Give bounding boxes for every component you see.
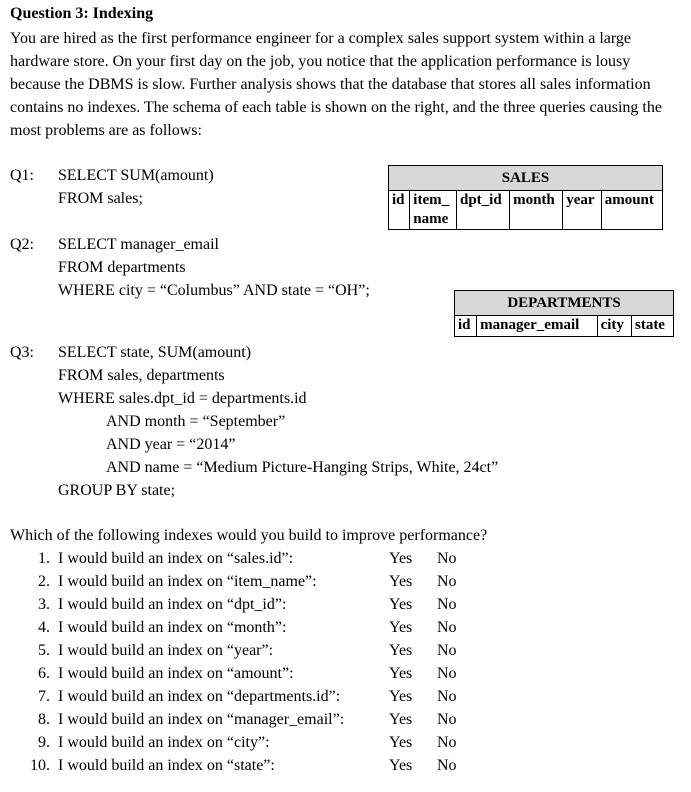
list-item bbox=[22, 685, 482, 708]
yes-option[interactable]: Yes bbox=[389, 550, 413, 567]
yes-option[interactable]: Yes bbox=[389, 619, 413, 636]
no-option[interactable]: No bbox=[437, 688, 457, 705]
option-number: 5. bbox=[38, 642, 50, 659]
dept-col-id: id bbox=[455, 316, 477, 337]
q3-indented-line: AND month = “September” bbox=[106, 413, 286, 430]
question-prompt: Which of the following indexes would you build to improve performance? bbox=[10, 527, 488, 544]
q3-line: GROUP BY state; bbox=[58, 482, 176, 499]
option-number: 10. bbox=[30, 757, 50, 774]
list-item bbox=[22, 731, 482, 754]
no-option[interactable]: No bbox=[437, 757, 457, 774]
sales-col-amount: amount bbox=[601, 191, 662, 230]
no-option[interactable]: No bbox=[437, 642, 457, 659]
yes-option[interactable]: Yes bbox=[389, 757, 413, 774]
option-text: I would build an index on “year”: bbox=[58, 642, 274, 659]
q2-line: FROM departments bbox=[58, 259, 186, 276]
option-number: 6. bbox=[38, 665, 50, 682]
sales-col-year: year bbox=[563, 191, 602, 230]
intro-line: contains no indexes. The schema of each table is shown on the right, and the three queries causing the bbox=[10, 99, 662, 116]
option-text: I would build an index on “sales.id”: bbox=[58, 550, 294, 567]
sales-schema-table bbox=[388, 165, 663, 230]
sales-col-month: month bbox=[510, 191, 563, 230]
q3-line: SELECT state, SUM(amount) bbox=[58, 344, 252, 361]
departments-schema-table bbox=[454, 290, 674, 337]
sales-col-item-name-part2: name bbox=[413, 211, 449, 227]
intro-line: because the DBMS is slow. Further analysis shows that the database that stores all sales information bbox=[10, 76, 651, 93]
departments-table-name: DEPARTMENTS bbox=[455, 291, 674, 316]
list-item bbox=[22, 754, 482, 777]
option-number: 7. bbox=[38, 688, 50, 705]
intro-line: You are hired as the first performance engineer for a complex sales support system within a large bbox=[10, 30, 631, 47]
sales-col-dpt-id: dpt_id bbox=[456, 191, 509, 230]
option-text: I would build an index on “manager_email”: bbox=[58, 711, 345, 728]
yes-option[interactable]: Yes bbox=[389, 665, 413, 682]
option-text: I would build an index on “dpt_id”: bbox=[58, 596, 287, 613]
option-number: 8. bbox=[38, 711, 50, 728]
no-option[interactable]: No bbox=[437, 573, 457, 590]
dept-col-manager-email: manager_email bbox=[477, 316, 597, 337]
sales-col-item-name bbox=[410, 191, 457, 230]
yes-option[interactable]: Yes bbox=[389, 596, 413, 613]
sales-col-item-name-part1: item_ bbox=[413, 192, 450, 208]
yes-option[interactable]: Yes bbox=[389, 642, 413, 659]
no-option[interactable]: No bbox=[437, 665, 457, 682]
options-list bbox=[22, 547, 482, 777]
no-option[interactable]: No bbox=[437, 711, 457, 728]
list-item bbox=[22, 547, 482, 570]
no-option[interactable]: No bbox=[437, 619, 457, 636]
sales-table-name: SALES bbox=[389, 166, 663, 191]
yes-option[interactable]: Yes bbox=[389, 573, 413, 590]
q1-line: SELECT SUM(amount) bbox=[58, 167, 214, 184]
option-number: 2. bbox=[38, 573, 50, 590]
intro-line: hardware store. On your first day on the job, you notice that the application performance is lousy bbox=[10, 53, 631, 70]
yes-option[interactable]: Yes bbox=[389, 711, 413, 728]
option-text: I would build an index on “city”: bbox=[58, 734, 270, 751]
yes-option[interactable]: Yes bbox=[389, 734, 413, 751]
q3-line: WHERE sales.dpt_id = departments.id bbox=[58, 390, 307, 407]
option-text: I would build an index on “item_name”: bbox=[58, 573, 317, 590]
no-option[interactable]: No bbox=[437, 596, 457, 613]
q3-label: Q3: bbox=[10, 344, 34, 361]
list-item bbox=[22, 570, 482, 593]
list-item bbox=[22, 708, 482, 731]
no-option[interactable]: No bbox=[437, 550, 457, 567]
list-item bbox=[22, 639, 482, 662]
list-item bbox=[22, 593, 482, 616]
q3-line: FROM sales, departments bbox=[58, 367, 225, 384]
option-text: I would build an index on “state”: bbox=[58, 757, 275, 774]
list-item bbox=[22, 662, 482, 685]
no-option[interactable]: No bbox=[437, 734, 457, 751]
option-number: 4. bbox=[38, 619, 50, 636]
option-text: I would build an index on “departments.id”: bbox=[58, 688, 341, 705]
q2-line: WHERE city = “Columbus” AND state = “OH”; bbox=[58, 282, 370, 299]
q3-indented-line: AND year = “2014” bbox=[106, 436, 236, 453]
q2-label: Q2: bbox=[10, 236, 34, 253]
option-number: 9. bbox=[38, 734, 50, 751]
intro-paragraph bbox=[10, 27, 676, 142]
option-number: 1. bbox=[38, 550, 50, 567]
option-number: 3. bbox=[38, 596, 50, 613]
option-text: I would build an index on “amount”: bbox=[58, 665, 294, 682]
q1-line: FROM sales; bbox=[58, 190, 143, 207]
dept-col-state: state bbox=[631, 316, 673, 337]
q2-line: SELECT manager_email bbox=[58, 236, 219, 253]
question-title: Question 3: Indexing bbox=[10, 5, 154, 22]
list-item bbox=[22, 616, 482, 639]
q1-label: Q1: bbox=[10, 167, 34, 184]
option-text: I would build an index on “month”: bbox=[58, 619, 287, 636]
yes-option[interactable]: Yes bbox=[389, 688, 413, 705]
sales-col-id: id bbox=[389, 191, 410, 230]
dept-col-city: city bbox=[597, 316, 631, 337]
q3-indented-line: AND name = “Medium Picture-Hanging Strips, White, 24ct” bbox=[106, 459, 499, 476]
intro-line: most problems are as follows: bbox=[10, 122, 202, 139]
